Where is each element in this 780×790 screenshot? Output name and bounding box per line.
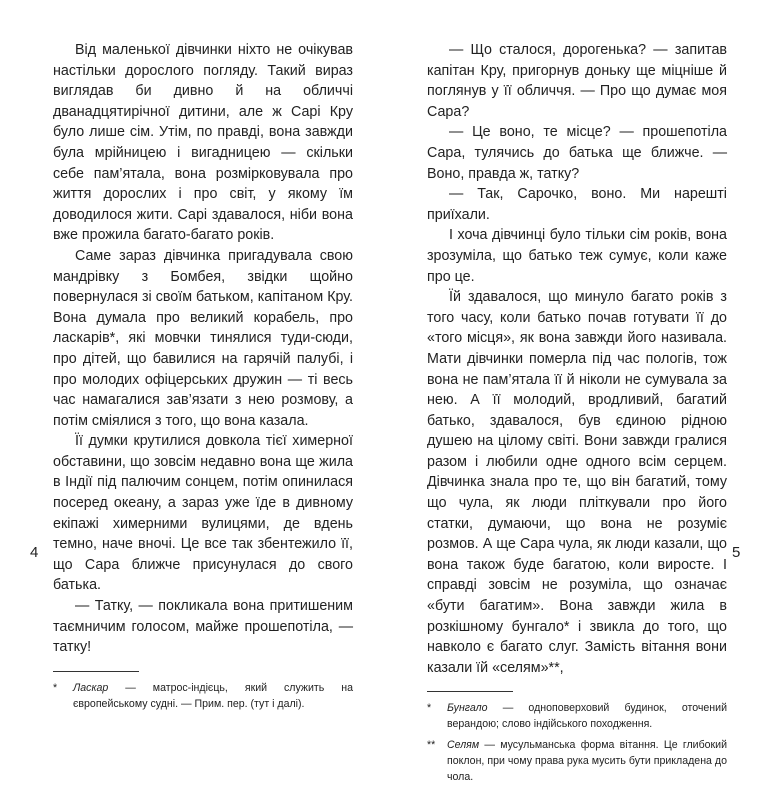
footnote-text: — мусульманська форма вітання. Це глибокий поклон, при чому права рука мусить бути прикладена до чола.	[447, 739, 727, 784]
footnote-text: — матрос-індієць, який служить на європейському судні. — Прим. пер. (тут і далі).	[73, 681, 353, 710]
left-page	[53, 40, 353, 717]
footnote-term: Ласкар	[73, 681, 109, 694]
footnote-mark: *	[53, 681, 58, 694]
left-paragraph-3: Її думки крутилися довкола тієї химерної обставини, що зовсім недавно вона ще жила в Індії під палючим сонцем, потім опинилася посеред океану, а зараз уже їде в дивному екіпажі химерними вулицями, де вдень темно, наче вночі. Це все так збентежило її, що Сара ближче присунулася до свого батька.	[53, 433, 353, 594]
footnote	[427, 737, 727, 785]
footnote-divider	[53, 671, 139, 672]
left-paragraph-2: Саме зараз дівчинка пригадувала свою мандрівку з Бомбея, звідки щойно повернулася зі своїм батьком, капітаном Кру. Вона думала про великий корабель, про ласкарів*, які мовчки тинялися туди-сюди, про дітей, що бавилися на гарячій палубі, і про молодих офіцерських дружин — ті весь час намагалися зав’язати з нею розмову, а потім сміялися з того, що вона казала.	[53, 247, 353, 429]
right-paragraph-3: — Так, Сарочко, воно. Ми нарешті приїхали.	[427, 186, 727, 223]
page-number-left: 4	[30, 544, 39, 561]
left-paragraph-1: Від маленької дівчинки ніхто не очікував настільки дорослого погляду. Такий вираз виглядав би дивно й на обличчі дванадцятирічної дитини, але ж Сарі Кру було лише сім. Утім, по правді, вона завжди була мрійницею і вигадницею — скільки себе пам’ятала, вона розмірковувала про життя дорослих і про світ, у якому їм доводилося жити. Сарі здавалося, ніби вона вже прожила багато-багато років.	[53, 42, 353, 244]
right-paragraph-5: Їй здавалося, що минуло багато років з того часу, коли батько почав готувати її до «того місця», як вона завжди його називала. Мати дівчинки померла під час пологів, тож вона не пам’ятала її й ніколи не сумувала за нею. А її молодий, вродливий, багатий батько, здавалося, був єдиною рідною душею на цілому світі. Вони завжди гралися разом і любили одне одного всім серцем. Дівчинка знала про те, що він багатий, тому що чула, як люди пліткували про його статки, думаючи, що вона не розуміє розмов. А ще Сара чула, як люди казали, що вона також буде багатою, коли виросте. І справді зовсім не розуміла, що означає «бути багатим». Вона завжди жила в розкішному бунгало* і звикла до того, що навколо є багато слуг. Замість вітання вони казали їй «селям»**,	[427, 289, 727, 676]
footnote-mark: **	[427, 739, 436, 752]
footnote-divider	[427, 691, 513, 692]
page-number-right: 5	[732, 544, 741, 561]
footnote-term: Бунгало	[447, 702, 488, 715]
right-page	[427, 40, 727, 790]
right-paragraph-4: І хоча дівчинці було тільки сім років, вона зрозуміла, що батько теж сумує, коли каже про це.	[427, 227, 727, 285]
right-paragraph-1: — Що сталося, дорогенька? — запитав капітан Кру, пригорнув доньку ще міцніше й поглянув у її обличчя. — Про що думає моя Сара?	[427, 42, 727, 120]
footnote	[53, 680, 353, 712]
right-paragraph-2: — Це воно, те місце? — прошепотіла Сара, тулячись до батька ще ближче. — Воно, правда ж, татку?	[427, 124, 727, 182]
footnote-term: Селям	[447, 739, 480, 752]
footnote	[427, 700, 727, 732]
footnote-text: — одноповерховий будинок, оточений верандою; слово індійського походження.	[447, 702, 727, 731]
footnote-mark: *	[427, 702, 432, 715]
left-paragraph-4: — Татку, — покликала вона притишеним таємничим голосом, майже прошепотіла, — татку!	[53, 598, 353, 656]
